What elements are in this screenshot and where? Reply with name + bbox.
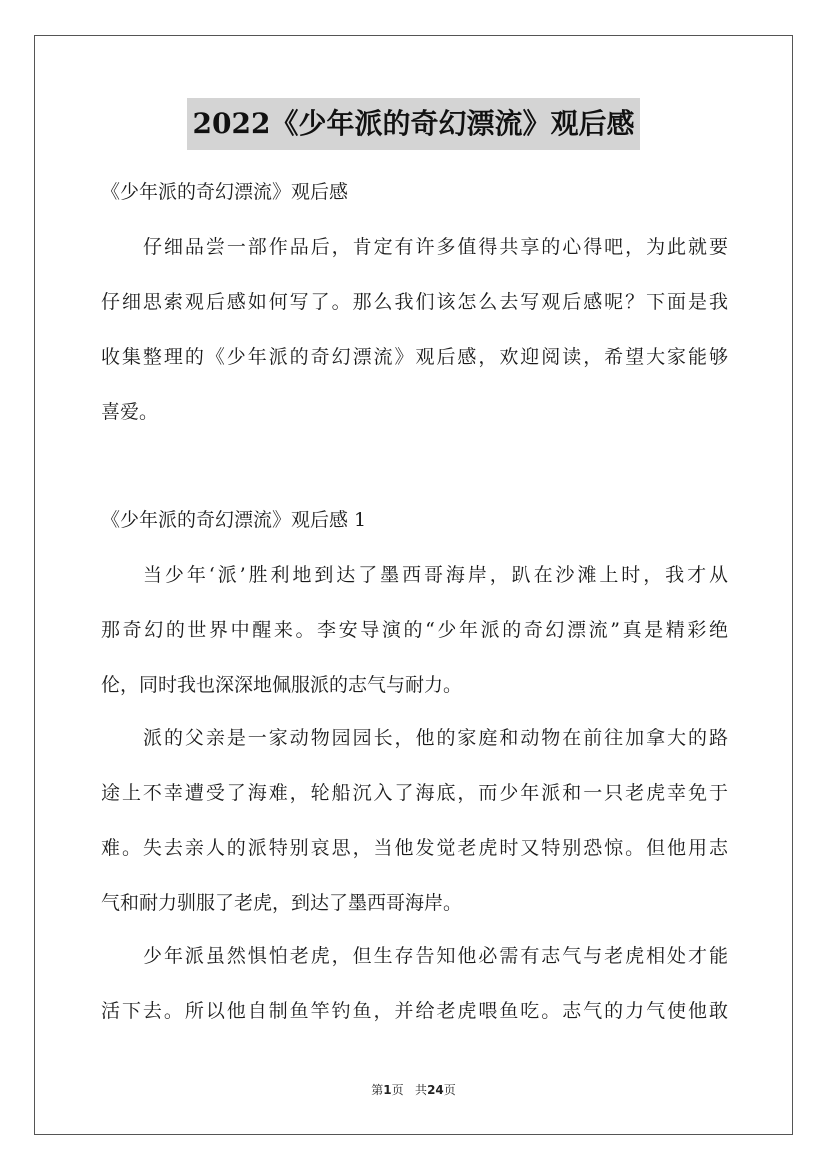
paragraph-line: 少年派虽然惧怕老虎，但生存告知他必需有志气与老虎相处才能 [143,945,728,967]
paragraph-line: 当少年‘派’胜利地到达了墨西哥海岸，趴在沙滩上时，我才从 [143,564,728,586]
paragraph-line: 伦，同时我也深深地佩服派的志气与耐力。 [101,674,463,696]
page-footer [0,1081,827,1098]
page-total: 24 [427,1083,444,1097]
paragraph-line: 难。失去亲人的派特别哀思，当他发觉老虎时又特别恐惊。但他用志 [101,837,728,859]
document-subtitle: 《少年派的奇幻漂流》观后感 [101,181,349,203]
page-number: 1 [383,1083,392,1097]
paragraph-line: 气和耐力驯服了老虎，到达了墨西哥海岸。 [101,892,463,914]
paragraph-line: 派的父亲是一家动物园园长，他的家庭和动物在前往加拿大的路 [143,727,728,749]
intro-line: 喜爱。 [101,401,159,423]
total-prefix: 共 [415,1083,428,1097]
intro-line: 仔细思索观后感如何写了。那么我们该怎么去写观后感呢？下面是我 [101,291,728,313]
intro-line: 仔细品尝一部作品后，肯定有许多值得共享的心得吧，为此就要 [143,236,728,258]
page-suffix: 页 [391,1083,404,1097]
paragraph-line: 活下去。所以他自制鱼竿钓鱼，并给老虎喂鱼吃。志气的力气使他敢 [101,1000,728,1022]
document-title: 2022《少年派的奇幻漂流》观后感 [187,98,641,150]
intro-line: 收集整理的《少年派的奇幻漂流》观后感，欢迎阅读，希望大家能够 [101,346,728,368]
paragraph-line: 那奇幻的世界中醒来。李安导演的“少年派的奇幻漂流”真是精彩绝 [101,619,728,641]
page-prefix: 第 [371,1083,384,1097]
section-heading: 《少年派的奇幻漂流》观后感 1 [101,509,367,531]
paragraph-line: 途上不幸遭受了海难，轮船沉入了海底，而少年派和一只老虎幸免于 [101,782,728,804]
total-suffix: 页 [443,1083,456,1097]
title-container [0,98,827,150]
